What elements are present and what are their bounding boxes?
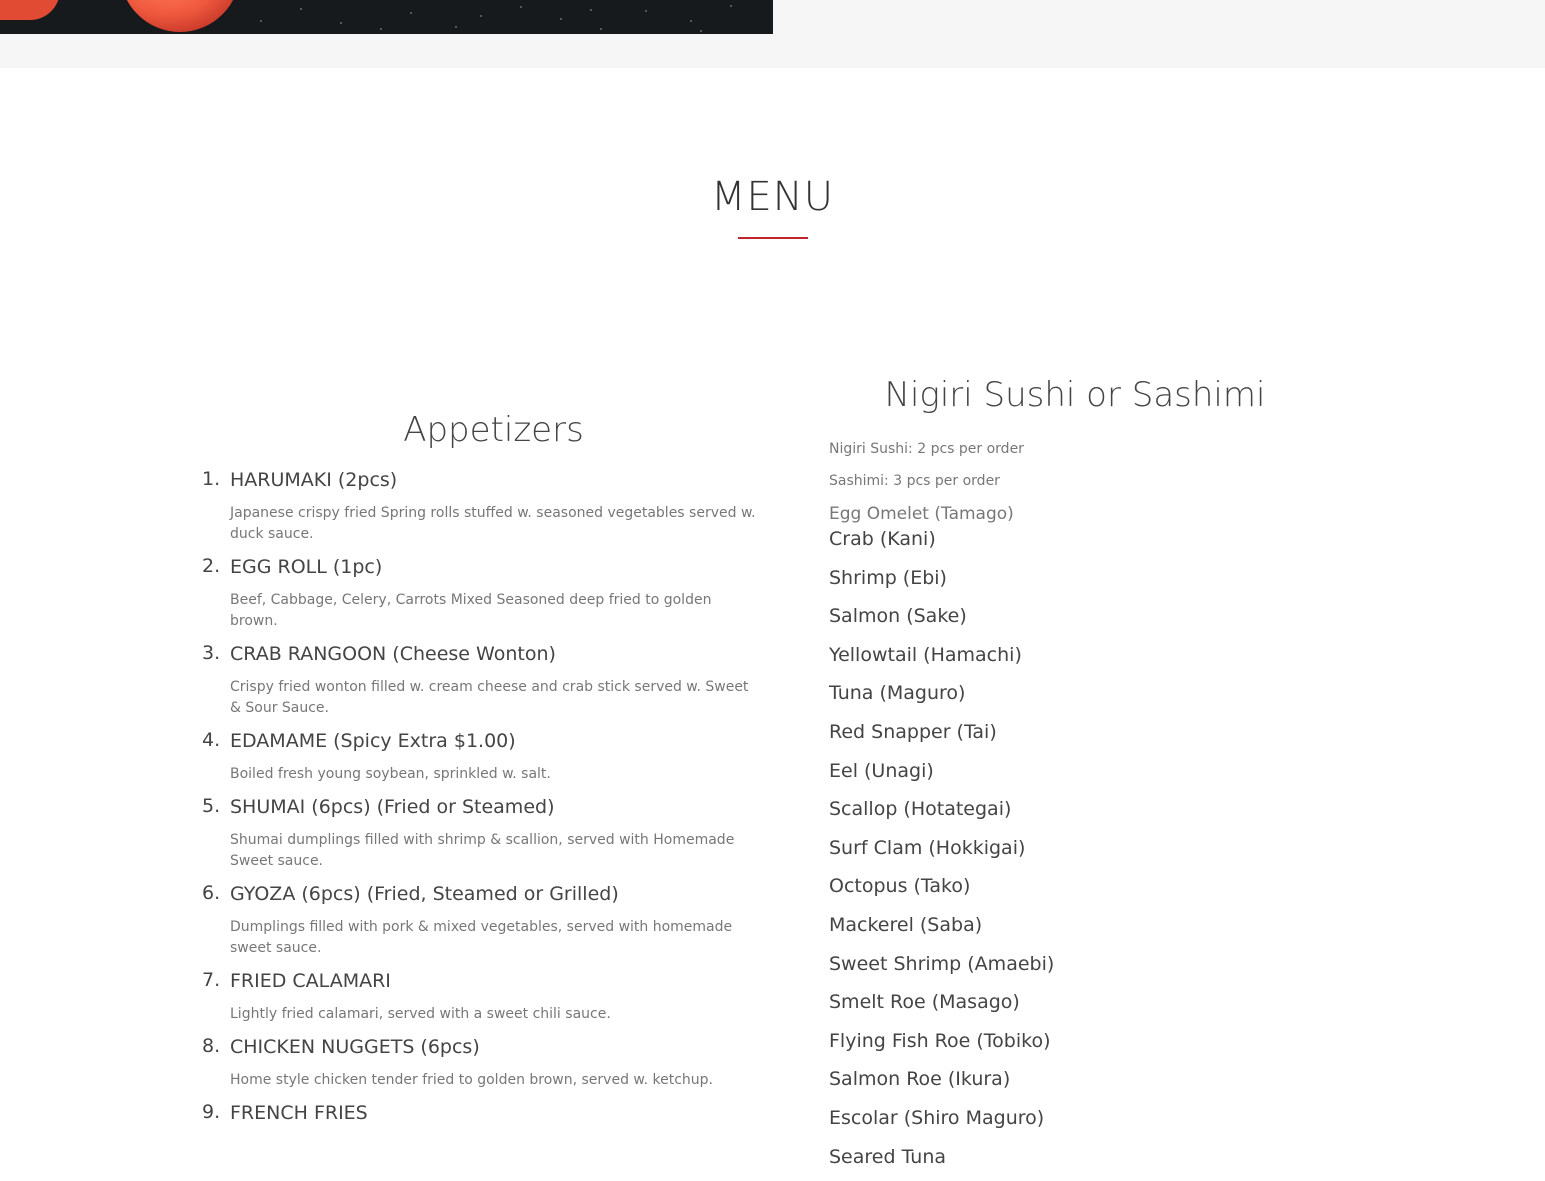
- list-item: Flying Fish Roe (Tobiko): [829, 1029, 1051, 1052]
- hero-image-speck: [260, 20, 262, 22]
- hero-image-speck: [380, 28, 382, 30]
- nigiri-section: [829, 375, 1349, 1181]
- list-item: [200, 1101, 780, 1125]
- list-item: Smelt Roe (Masago): [829, 991, 1020, 1014]
- list-item: Sweet Shrimp (Amaebi): [829, 952, 1055, 975]
- list-item: [200, 1035, 780, 1091]
- hero-image-speck: [700, 30, 702, 32]
- hero-image-speck: [300, 8, 302, 10]
- item-description: Crispy fried wonton filled w. cream cheese and crab stick served w. Sweet & Sour Sauce.: [230, 679, 749, 716]
- list-item: Octopus (Tako): [829, 875, 971, 898]
- hero-image-speck: [455, 26, 457, 28]
- item-name: GYOZA (6pcs) (Fried, Steamed or Grilled): [230, 883, 619, 905]
- item-description: Japanese crispy fried Spring rolls stuffed w. seasoned vegetables served w. duck sauce.: [230, 505, 756, 542]
- hero-image-speck: [340, 22, 342, 24]
- item-number: 3.: [202, 642, 221, 664]
- hero-image-speck: [645, 10, 647, 12]
- list-item: Shrimp (Ebi): [829, 566, 947, 589]
- item-name: FRIED CALAMARI: [230, 970, 391, 992]
- list-item: Salmon Roe (Ikura): [829, 1068, 1011, 1091]
- list-item: Surf Clam (Hokkigai): [829, 836, 1026, 859]
- list-item: Crab (Kani): [829, 528, 936, 550]
- list-item: [200, 729, 780, 785]
- list-item: Scallop (Hotategai): [829, 798, 1012, 821]
- item-number: 4.: [202, 729, 221, 751]
- item-description: Boiled fresh young soybean, sprinkled w. salt.: [230, 766, 551, 782]
- item-description: Lightly fried calamari, served with a sweet chili sauce.: [230, 1006, 611, 1022]
- hero-image-speck: [480, 15, 482, 17]
- nigiri-item-tamago: Egg Omelet (Tamago): [829, 504, 1014, 524]
- list-item: Eel (Unagi): [829, 759, 934, 782]
- hero-image-speck: [560, 18, 562, 20]
- appetizers-heading: Appetizers: [403, 410, 584, 450]
- hero-image-fish-slice: [0, 0, 60, 20]
- hero-image-speck: [690, 20, 692, 22]
- list-item: Red Snapper (Tai): [829, 720, 997, 743]
- item-name: CRAB RANGOON (Cheese Wonton): [230, 643, 556, 665]
- item-name: EGG ROLL (1pc): [230, 556, 383, 578]
- sashimi-note: Sashimi: 3 pcs per order: [829, 473, 1000, 489]
- item-description: Dumplings filled with pork & mixed vegetables, served with homemade sweet sauce.: [230, 919, 733, 956]
- item-description: Shumai dumplings filled with shrimp & scallion, served with Homemade Sweet sauce.: [230, 832, 735, 869]
- item-number: 2.: [202, 555, 221, 577]
- nigiri-list: [829, 525, 1349, 1171]
- list-item: [200, 555, 780, 632]
- list-item: Yellowtail (Hamachi): [829, 643, 1022, 666]
- item-number: 5.: [202, 795, 221, 817]
- hero-image-speck: [590, 9, 592, 11]
- item-number: 6.: [202, 882, 221, 904]
- item-name: CHICKEN NUGGETS (6pcs): [230, 1036, 480, 1058]
- item-number: 8.: [202, 1035, 221, 1057]
- item-name: SHUMAI (6pcs) (Fried or Steamed): [230, 796, 555, 818]
- item-name: FRENCH FRIES: [230, 1102, 368, 1124]
- list-item: Seared Tuna: [829, 1145, 947, 1168]
- hero-image-speck: [600, 28, 602, 30]
- item-description: Home style chicken tender fried to golden brown, served w. ketchup.: [230, 1072, 713, 1088]
- hero-image-fish: [120, 0, 240, 32]
- hero-image-speck: [730, 5, 732, 7]
- list-item: Tuna (Maguro): [829, 682, 966, 705]
- list-item: [200, 882, 780, 959]
- hero-image: [0, 0, 773, 34]
- list-item: Salmon (Sake): [829, 605, 967, 628]
- nigiri-sushi-note: Nigiri Sushi: 2 pcs per order: [829, 441, 1024, 457]
- appetizers-section: [200, 410, 780, 1135]
- list-item: [200, 969, 780, 1025]
- item-name: EDAMAME (Spicy Extra $1.00): [230, 730, 516, 752]
- list-item: [200, 795, 780, 872]
- item-number: 9.: [202, 1101, 221, 1123]
- item-number: 7.: [202, 969, 221, 991]
- item-name: HARUMAKI (2pcs): [230, 469, 398, 491]
- menu-title: MENU: [711, 174, 834, 220]
- hero-image-speck: [410, 12, 412, 14]
- item-description: Beef, Cabbage, Celery, Carrots Mixed Seasoned deep fried to golden brown.: [230, 592, 712, 629]
- list-item: Mackerel (Saba): [829, 913, 983, 936]
- menu-title-underline: [738, 237, 808, 239]
- list-item: Escolar (Shiro Maguro): [829, 1106, 1045, 1129]
- list-item: [200, 642, 780, 719]
- list-item: [200, 468, 780, 545]
- hero-image-speck: [520, 6, 522, 8]
- item-number: 1.: [202, 468, 221, 490]
- nigiri-heading: Nigiri Sushi or Sashimi: [884, 375, 1266, 415]
- appetizers-list: [200, 468, 780, 1125]
